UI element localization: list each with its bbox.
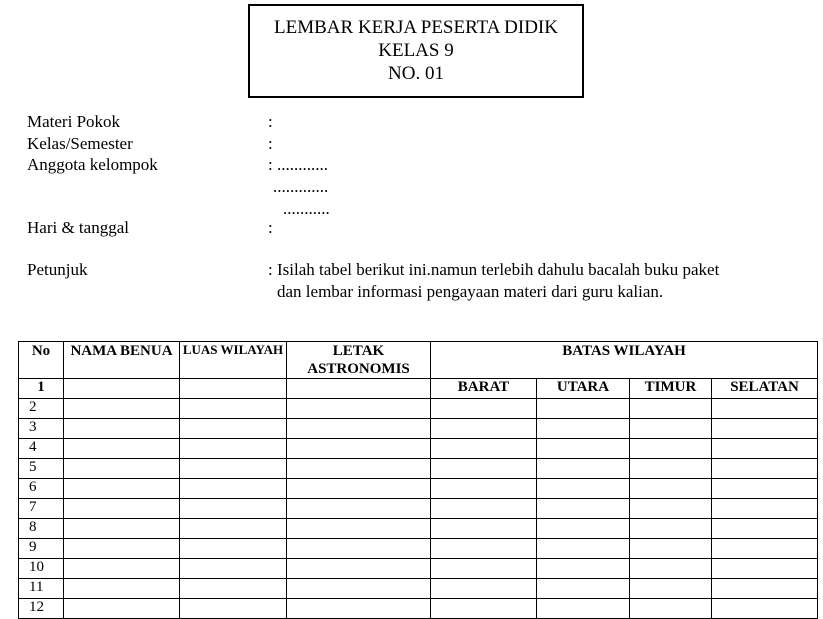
row-number: 6 <box>19 479 64 499</box>
table-cell[interactable] <box>630 559 712 579</box>
table-cell[interactable] <box>64 439 180 459</box>
table-cell[interactable] <box>537 539 630 559</box>
row-number: 9 <box>19 539 64 559</box>
subheader-utara: UTARA <box>537 379 630 399</box>
anggota-kelompok-value-2: ............. <box>273 177 329 196</box>
table-row <box>19 499 818 519</box>
table-cell[interactable] <box>180 399 287 419</box>
row-number: 4 <box>19 439 64 459</box>
row-number: 7 <box>19 499 64 519</box>
table-cell[interactable] <box>180 579 287 599</box>
table-cell[interactable] <box>630 479 712 499</box>
table-cell[interactable] <box>180 519 287 539</box>
table-cell[interactable] <box>180 599 287 619</box>
title-line-2: KELAS 9 <box>378 40 454 61</box>
table-row <box>19 599 818 619</box>
table-cell[interactable] <box>180 499 287 519</box>
table-cell[interactable] <box>537 519 630 539</box>
table-cell[interactable] <box>712 539 818 559</box>
cell-nama-benua[interactable] <box>64 379 180 399</box>
cell-luas-wilayah[interactable] <box>180 379 287 399</box>
table-cell[interactable] <box>431 439 537 459</box>
table-cell[interactable] <box>630 539 712 559</box>
table-row <box>19 519 818 539</box>
table-cell[interactable] <box>630 459 712 479</box>
table-cell[interactable] <box>431 599 537 619</box>
table-cell[interactable] <box>630 579 712 599</box>
materi-pokok-value: : <box>268 112 273 131</box>
table-row <box>19 539 818 559</box>
worksheet-title-box <box>248 4 584 98</box>
title-line-1: LEMBAR KERJA PESERTA DIDIK <box>274 17 558 38</box>
table-cell[interactable] <box>537 559 630 579</box>
table-cell[interactable] <box>630 599 712 619</box>
table-cell[interactable] <box>64 539 180 559</box>
table-cell[interactable] <box>712 579 818 599</box>
table-cell[interactable] <box>64 599 180 619</box>
table-cell[interactable] <box>712 559 818 579</box>
table-cell[interactable] <box>712 599 818 619</box>
table-cell[interactable] <box>431 539 537 559</box>
table-cell[interactable] <box>537 399 630 419</box>
table-cell[interactable] <box>630 499 712 519</box>
row-number: 2 <box>19 399 64 419</box>
table-cell[interactable] <box>537 459 630 479</box>
row-number: 12 <box>19 599 64 619</box>
petunjuk-line-2: dan lembar informasi pengayaan materi dari guru kalian. <box>277 282 664 301</box>
table-row <box>19 419 818 439</box>
hari-tanggal-value: : <box>268 218 273 237</box>
table-cell[interactable] <box>630 419 712 439</box>
anggota-kelompok-label: Anggota kelompok <box>27 155 158 174</box>
table-cell[interactable] <box>537 579 630 599</box>
table-cell[interactable] <box>537 419 630 439</box>
table-cell[interactable] <box>537 479 630 499</box>
table-cell[interactable] <box>712 459 818 479</box>
table-cell[interactable] <box>180 479 287 499</box>
table-cell[interactable] <box>287 499 431 519</box>
table-cell[interactable] <box>431 399 537 419</box>
header-letak-astronomis: LETAK ASTRONOMIS <box>287 342 431 379</box>
table-cell[interactable] <box>180 559 287 579</box>
row-number: 1 <box>19 379 64 399</box>
table-cell[interactable] <box>287 439 431 459</box>
table-cell[interactable] <box>287 459 431 479</box>
table-cell[interactable] <box>431 419 537 439</box>
anggota-kelompok-value-3: ........... <box>283 199 330 218</box>
table-cell[interactable] <box>287 599 431 619</box>
worksheet-table <box>18 341 818 619</box>
header-luas-wilayah: LUAS WILAYAH <box>180 342 287 379</box>
table-cell[interactable] <box>287 559 431 579</box>
petunjuk-label: Petunjuk <box>27 260 88 279</box>
table-cell[interactable] <box>431 459 537 479</box>
cell-letak-astronomis[interactable] <box>287 379 431 399</box>
subheader-barat: BARAT <box>431 379 537 399</box>
table-cell[interactable] <box>287 479 431 499</box>
table-cell[interactable] <box>537 499 630 519</box>
hari-tanggal-label: Hari & tanggal <box>27 218 129 237</box>
row-number: 3 <box>19 419 64 439</box>
kelas-semester-value: : <box>268 134 273 153</box>
table-cell[interactable] <box>287 539 431 559</box>
row-number: 5 <box>19 459 64 479</box>
table-cell[interactable] <box>431 579 537 599</box>
table-cell[interactable] <box>180 419 287 439</box>
table-cell[interactable] <box>287 399 431 419</box>
table-row <box>19 479 818 499</box>
table-row <box>19 399 818 419</box>
table-cell[interactable] <box>64 499 180 519</box>
row-number: 11 <box>19 579 64 599</box>
subheader-timur: TIMUR <box>630 379 712 399</box>
header-no: No <box>19 342 64 379</box>
table-cell[interactable] <box>180 439 287 459</box>
table-cell[interactable] <box>431 519 537 539</box>
table-cell[interactable] <box>431 559 537 579</box>
header-batas-wilayah: BATAS WILAYAH <box>431 342 818 379</box>
table-cell[interactable] <box>287 419 431 439</box>
table-cell[interactable] <box>180 459 287 479</box>
table-row <box>19 439 818 459</box>
materi-pokok-label: Materi Pokok <box>27 112 121 131</box>
table-cell[interactable] <box>712 399 818 419</box>
table-cell[interactable] <box>64 479 180 499</box>
table-cell[interactable] <box>712 419 818 439</box>
table-cell[interactable] <box>64 519 180 539</box>
table-cell[interactable] <box>287 579 431 599</box>
table-cell[interactable] <box>712 499 818 519</box>
row-number: 8 <box>19 519 64 539</box>
table-cell[interactable] <box>712 479 818 499</box>
table-cell[interactable] <box>712 519 818 539</box>
table-cell[interactable] <box>630 519 712 539</box>
table-cell[interactable] <box>537 439 630 459</box>
table-row <box>19 579 818 599</box>
table-row <box>19 459 818 479</box>
table-cell[interactable] <box>630 399 712 419</box>
table-cell[interactable] <box>431 499 537 519</box>
row-number: 10 <box>19 559 64 579</box>
table-row <box>19 559 818 579</box>
kelas-semester-label: Kelas/Semester <box>27 134 133 153</box>
table-cell[interactable] <box>64 399 180 419</box>
petunjuk-line-1: : Isilah tabel berikut ini.namun terlebih dahulu bacalah buku paket <box>268 260 720 279</box>
table-cell[interactable] <box>431 479 537 499</box>
title-line-3: NO. 01 <box>388 63 444 84</box>
table-cell[interactable] <box>64 579 180 599</box>
table-cell[interactable] <box>64 559 180 579</box>
subheader-selatan: SELATAN <box>712 379 818 399</box>
table-cell[interactable] <box>630 439 712 459</box>
table-cell[interactable] <box>180 539 287 559</box>
table-cell[interactable] <box>64 419 180 439</box>
anggota-kelompok-value-1: : ............ <box>268 155 328 174</box>
header-nama-benua: NAMA BENUA <box>64 342 180 379</box>
table-cell[interactable] <box>537 599 630 619</box>
table-cell[interactable] <box>712 439 818 459</box>
table-cell[interactable] <box>287 519 431 539</box>
table-cell[interactable] <box>64 459 180 479</box>
